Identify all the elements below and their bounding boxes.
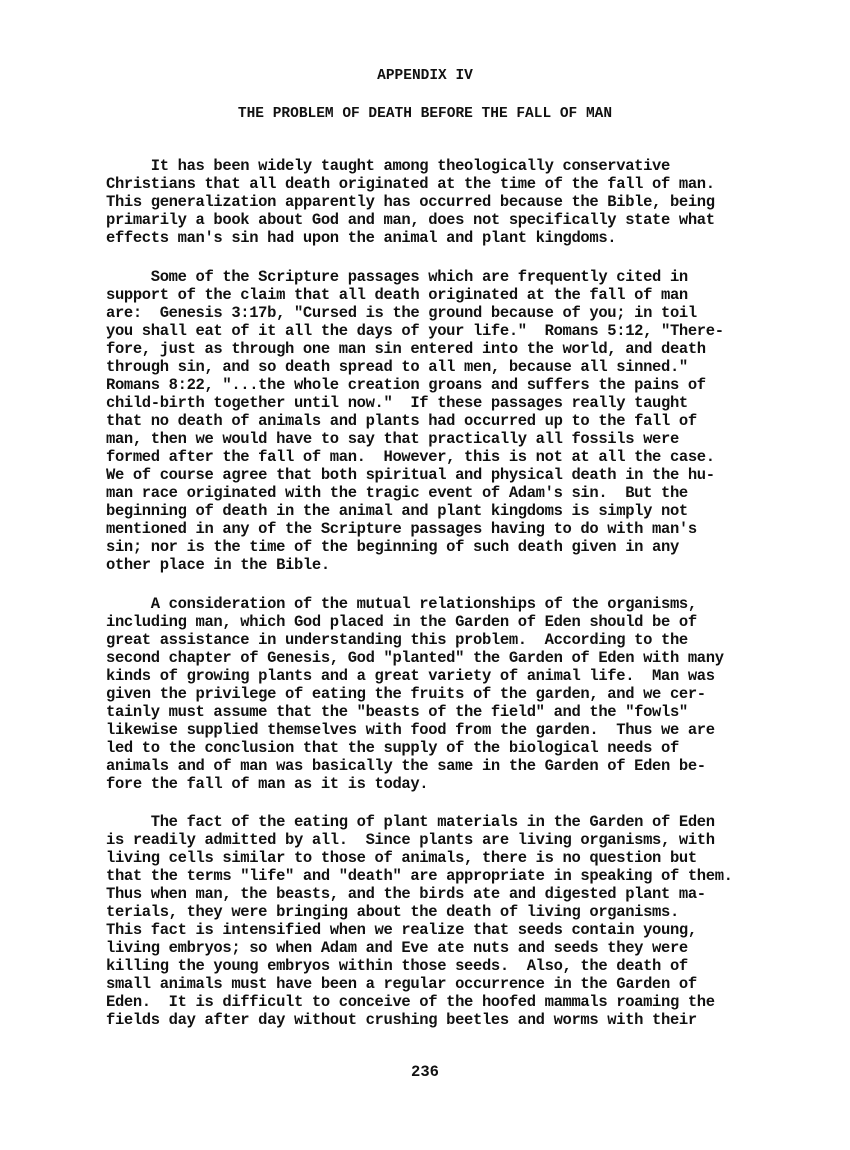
text-line: The fact of the eating of plant materials in the Garden of Eden <box>106 813 715 831</box>
text-line: We of course agree that both spiritual and physical death in the hu- <box>106 466 715 484</box>
text-line: Christians that all death originated at the time of the fall of man. <box>106 175 715 193</box>
text-line: man race originated with the tragic event of Adam's sin. But the <box>106 484 688 502</box>
text-line: likewise supplied themselves with food from the garden. Thus we are <box>106 721 715 739</box>
text-line: This generalization apparently has occurred because the Bible, being <box>106 193 715 211</box>
text-line: It has been widely taught among theologically conservative <box>106 157 670 175</box>
appendix-heading: APPENDIX IV <box>377 68 473 84</box>
text-line: through sin, and so death spread to all men, because all sinned." <box>106 358 688 376</box>
text-line: you shall eat of it all the days of your life." Romans 5:12, "There- <box>106 322 724 340</box>
text-line: Romans 8:22, "...the whole creation groans and suffers the pains of <box>106 376 706 394</box>
text-line: is readily admitted by all. Since plants are living organisms, with <box>106 831 715 849</box>
text-line: living cells similar to those of animals, there is no question but <box>106 849 697 867</box>
text-line: that no death of animals and plants had occurred up to the fall of <box>106 412 697 430</box>
text-line: support of the claim that all death originated at the fall of man <box>106 286 688 304</box>
text-line: that the terms "life" and "death" are appropriate in speaking of them. <box>106 867 733 885</box>
text-line: living embryos; so when Adam and Eve ate nuts and seeds they were <box>106 939 688 957</box>
text-line: other place in the Bible. <box>106 556 330 574</box>
page-title: THE PROBLEM OF DEATH BEFORE THE FALL OF MAN <box>237 106 613 122</box>
text-line: fore the fall of man as it is today. <box>106 775 429 793</box>
text-line: mentioned in any of the Scripture passages having to do with man's <box>106 520 697 538</box>
text-line: led to the conclusion that the supply of the biological needs of <box>106 739 679 757</box>
text-line: sin; nor is the time of the beginning of such death given in any <box>106 538 679 556</box>
text-line: tainly must assume that the "beasts of the field" and the "fowls" <box>106 703 688 721</box>
text-line: effects man's sin had upon the animal and plant kingdoms. <box>106 229 617 247</box>
text-line: primarily a book about God and man, does not specifically state what <box>106 211 715 229</box>
text-line: kinds of growing plants and a great variety of animal life. Man was <box>106 667 715 685</box>
text-line: fore, just as through one man sin entered into the world, and death <box>106 340 706 358</box>
text-line: killing the young embryos within those seeds. Also, the death of <box>106 957 688 975</box>
text-line: great assistance in understanding this problem. According to the <box>106 631 688 649</box>
text-line: are: Genesis 3:17b, "Cursed is the ground because of you; in toil <box>106 304 697 322</box>
text-line: beginning of death in the animal and plant kingdoms is simply not <box>106 502 688 520</box>
text-line: animals and of man was basically the same in the Garden of Eden be- <box>106 757 706 775</box>
text-line: Eden. It is difficult to conceive of the hoofed mammals roaming the <box>106 993 715 1011</box>
text-line: Some of the Scripture passages which are frequently cited in <box>106 268 688 286</box>
text-line: including man, which God placed in the Garden of Eden should be of <box>106 613 697 631</box>
page-number: 236 <box>411 1063 439 1081</box>
text-line: small animals must have been a regular occurrence in the Garden of <box>106 975 697 993</box>
text-line: Thus when man, the beasts, and the birds ate and digested plant ma- <box>106 885 706 903</box>
text-line: child-birth together until now." If these passages really taught <box>106 394 688 412</box>
text-line: given the privilege of eating the fruits of the garden, and we cer- <box>106 685 706 703</box>
text-line: This fact is intensified when we realize that seeds contain young, <box>106 921 697 939</box>
text-line: formed after the fall of man. However, this is not at all the case. <box>106 448 715 466</box>
text-line: fields day after day without crushing beetles and worms with their <box>106 1011 697 1029</box>
text-line: A consideration of the mutual relationships of the organisms, <box>106 595 697 613</box>
text-line: terials, they were bringing about the death of living organisms. <box>106 903 679 921</box>
text-line: man, then we would have to say that practically all fossils were <box>106 430 679 448</box>
text-line: second chapter of Genesis, God "planted" the Garden of Eden with many <box>106 649 724 667</box>
